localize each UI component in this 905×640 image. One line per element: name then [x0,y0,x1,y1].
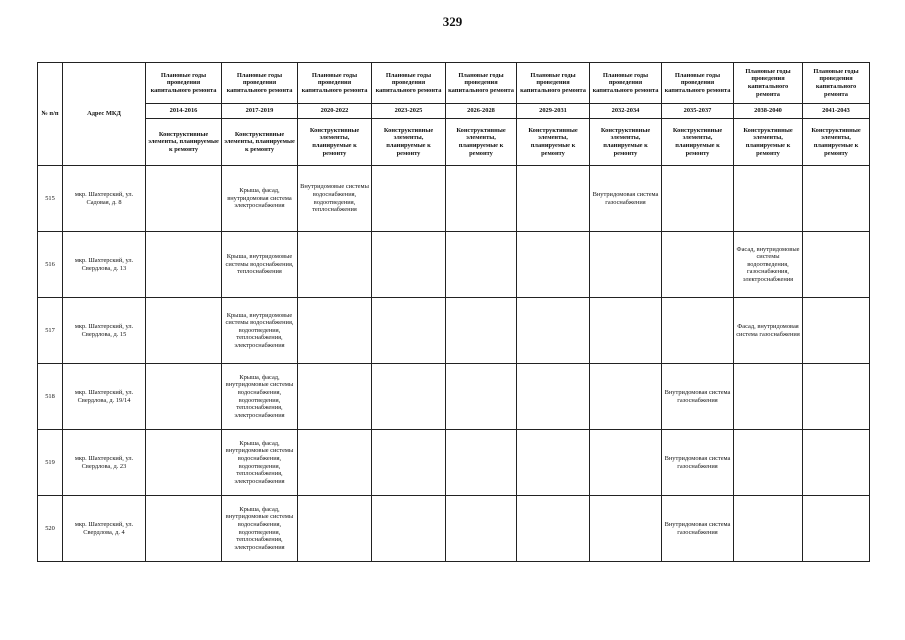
repair-cell [146,232,222,298]
repair-cell: Крыша, фасад, внутридомовые системы водоснабжения, водоотведения, теплоснабжения, электроснабжения [222,430,298,496]
repair-cell [517,298,590,364]
period-header: Плановые годы проведения капитального ремонта [803,63,870,104]
repair-cell: Внутридомовая система газоснабжения [662,364,734,430]
table-row [38,364,870,430]
repair-cell [446,430,517,496]
column-header-address: Адрес МКД [63,63,146,166]
elements-header: Конструктивные элементы, планируемые к ремонту [446,119,517,166]
elements-header: Конструктивные элементы, планируемые к ремонту [298,119,372,166]
years-header: 2014-2016 [146,104,222,119]
repair-cell [590,298,662,364]
row-address: мкр. Шахтерский, ул. Садовая, д. 8 [63,166,146,232]
years-header: 2029-2031 [517,104,590,119]
repair-cell [446,232,517,298]
repair-cell [803,430,870,496]
repair-cell [662,298,734,364]
table-row [38,232,870,298]
repair-cell [803,166,870,232]
row-number: 518 [38,364,63,430]
repair-cell: Фасад, внутридомовые системы водоотведения, газоснабжения, электроснабжения [734,232,803,298]
header-row-elements [38,119,870,166]
repair-cell [146,430,222,496]
repair-cell [734,364,803,430]
repair-cell [734,496,803,562]
repair-cell [298,232,372,298]
repair-cell [146,166,222,232]
elements-header: Конструктивные элементы, планируемые к ремонту [590,119,662,166]
repair-cell [298,430,372,496]
period-header: Плановые годы проведения капитального ремонта [372,63,446,104]
row-address: мкр. Шахтерский, ул. Свердлова, д. 15 [63,298,146,364]
repair-plan-table [37,62,870,562]
repair-cell [662,166,734,232]
period-header: Плановые годы проведения капитального ремонта [298,63,372,104]
repair-cell [372,430,446,496]
repair-cell [803,298,870,364]
elements-header: Конструктивные элементы, планируемые к ремонту [517,119,590,166]
repair-cell [734,430,803,496]
repair-cell: Крыша, фасад, внутридомовые системы водоснабжения, водоотведения, теплоснабжения, электроснабжения [222,364,298,430]
period-header: Плановые годы проведения капитального ремонта [590,63,662,104]
repair-cell [517,166,590,232]
repair-cell: Фасад, внутридомовая система газоснабжения [734,298,803,364]
repair-cell: Крыша, внутридомовые системы водоснабжения, теплоснабжения [222,232,298,298]
period-header: Плановые годы проведения капитального ремонта [517,63,590,104]
table-row [38,496,870,562]
period-header: Плановые годы проведения капитального ремонта [446,63,517,104]
years-header: 2041-2043 [803,104,870,119]
repair-cell [372,364,446,430]
row-address: мкр. Шахтерский, ул. Свердлова, д. 23 [63,430,146,496]
table-row [38,430,870,496]
repair-cell [803,496,870,562]
repair-cell [590,232,662,298]
repair-cell [372,232,446,298]
repair-cell: Внутридомовая система газоснабжения [590,166,662,232]
repair-cell [517,232,590,298]
table-row [38,298,870,364]
repair-cell [734,166,803,232]
header-row-years [38,104,870,119]
repair-cell: Крыша, фасад, внутридомовая система электроснабжения [222,166,298,232]
repair-cell [298,364,372,430]
repair-cell [517,430,590,496]
repair-cell [446,166,517,232]
repair-cell: Крыша, фасад, внутридомовые системы водоснабжения, водоотведения, теплоснабжения, электроснабжения [222,496,298,562]
years-header: 2017-2019 [222,104,298,119]
repair-cell [372,166,446,232]
elements-header: Конструктивные элементы, планируемые к ремонту [372,119,446,166]
years-header: 2026-2028 [446,104,517,119]
repair-cell: Крыша, внутридомовые системы водоснабжения, водоотведения, теплоснабжения, электроснабжения [222,298,298,364]
repair-cell [662,232,734,298]
repair-cell: Внутридомовая система газоснабжения [662,430,734,496]
row-address: мкр. Шахтерский, ул. Свердлова, д. 13 [63,232,146,298]
column-header-number: № п/п [38,63,63,166]
repair-cell: Внутридомовая система газоснабжения [662,496,734,562]
repair-cell [298,298,372,364]
repair-cell [298,496,372,562]
repair-cell [803,364,870,430]
period-header: Плановые годы проведения капитального ремонта [146,63,222,104]
repair-cell [146,496,222,562]
years-header: 2032-2034 [590,104,662,119]
repair-cell [372,298,446,364]
elements-header: Конструктивные элементы, планируемые к ремонту [222,119,298,166]
row-number: 520 [38,496,63,562]
repair-cell [146,364,222,430]
row-number: 517 [38,298,63,364]
page-number: 329 [442,14,463,29]
years-header: 2020-2022 [298,104,372,119]
repair-cell [446,496,517,562]
years-header: 2023-2025 [372,104,446,119]
repair-cell: Внутридомовые системы водоснабжения, водоотведения, теплоснабжения [298,166,372,232]
repair-cell [446,364,517,430]
elements-header: Конструктивные элементы, планируемые к ремонту [803,119,870,166]
repair-cell [803,232,870,298]
header-row-period [38,63,870,104]
repair-cell [517,364,590,430]
repair-cell [517,496,590,562]
row-address: мкр. Шахтерский, ул. Свердлова, д. 19/14 [63,364,146,430]
row-address: мкр. Шахтерский, ул. Свердлова, д. 4 [63,496,146,562]
years-header: 2035-2037 [662,104,734,119]
period-header: Плановые годы проведения капитального ремонта [662,63,734,104]
table-header [38,63,870,166]
repair-cell [446,298,517,364]
repair-cell [372,496,446,562]
years-header: 2038-2040 [734,104,803,119]
repair-cell [590,496,662,562]
repair-cell [590,430,662,496]
row-number: 519 [38,430,63,496]
repair-cell [590,364,662,430]
elements-header: Конструктивные элементы, планируемые к ремонту [662,119,734,166]
period-header: Плановые годы проведения капитального ремонта [734,63,803,104]
repair-cell [146,298,222,364]
elements-header: Конструктивные элементы, планируемые к ремонту [146,119,222,166]
period-header: Плановые годы проведения капитального ремонта [222,63,298,104]
row-number: 516 [38,232,63,298]
table-row [38,166,870,232]
elements-header: Конструктивные элементы, планируемые к ремонту [734,119,803,166]
table-body [38,166,870,562]
row-number: 515 [38,166,63,232]
